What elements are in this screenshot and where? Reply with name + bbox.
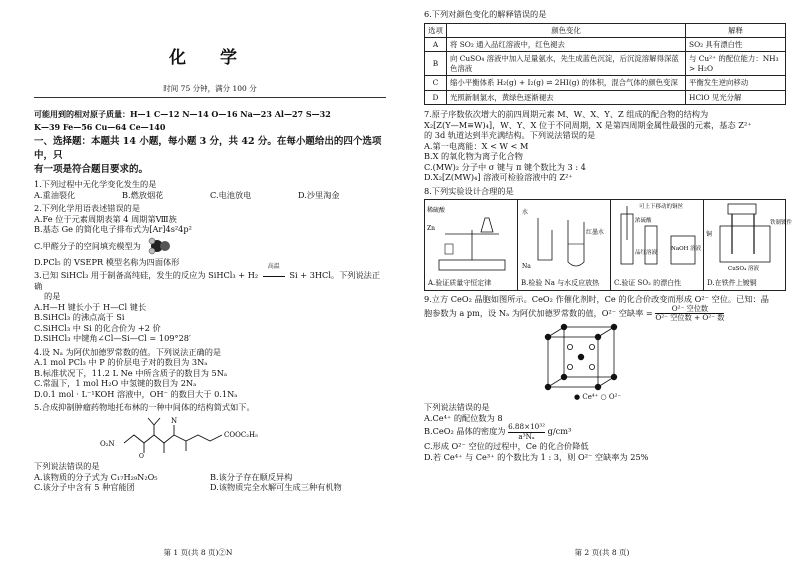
ester-group-label: COOC₂H₅ (224, 430, 258, 439)
stem-line-2-text: 胞参数为 a pm，设 Nₐ 为阿伏加德罗常数的值，O²⁻ 空缺率 = (424, 307, 653, 318)
crystal-figure-wrap (424, 323, 786, 393)
atomic-masses (34, 108, 386, 133)
label-copper: 铜 (706, 231, 713, 239)
balance-apparatus-icon (425, 200, 517, 278)
question-1 (34, 179, 386, 200)
cell-option: D (425, 90, 447, 104)
u-tube-apparatus-icon (518, 200, 610, 278)
question-stem: 2.下列化学用语表述错误的是 (34, 203, 141, 214)
option-c: C.SiHCl₃ 中 Si 的化合价为 +2 价 (34, 322, 161, 333)
divider (34, 97, 386, 98)
label-conc-acid: 浓硫酸 (635, 218, 652, 225)
question-stem: 8.下列实验设计合理的是 (424, 185, 514, 196)
label-iron-part: 铁制镀件 (770, 220, 793, 227)
question-5 (34, 402, 386, 493)
option-b (424, 423, 786, 441)
option-a: A.1 mol PCl₃ 中 P 的价层电子对的数目为 3Nₐ (34, 357, 208, 368)
cell-explanation: 与 Cu²⁺ 的配位能力：NH₃ > H₂O (686, 52, 786, 76)
molecule-structure-figure (94, 413, 294, 459)
figure-c (611, 200, 704, 290)
figure-a (425, 200, 518, 290)
label-magenta: 品红溶液 (635, 250, 658, 257)
option-c: C.(MW)₂ 分子中 σ 键与 π 键个数比为 3 : 4 (424, 161, 586, 172)
option-d: D.0.1 mol · L⁻¹KOH 溶液中，OH⁻ 的数目大于 0.1Nₐ (34, 388, 238, 399)
cell-change: 向 CuSO₄ 溶液中加入足量氨水，先生成蓝色沉淀，后沉淀溶解得深蓝色溶液 (447, 52, 686, 76)
stem-part-3: 的是 (44, 291, 61, 302)
density-unit: g/cm³ (547, 426, 572, 437)
table-row (425, 37, 786, 51)
stem-line-1: 9.立方 CeO₂ 晶胞如图所示。CeO₂ 作催化剂时，Ce 的化合价改变而形成 O²⁻ 空位。已知：晶 (424, 294, 769, 305)
section-instructions (34, 135, 386, 176)
crystal-legend: ● Ce⁴⁺ ○ O²⁻ (574, 393, 622, 402)
page-footer: 第 2 页(共 8 页) (574, 548, 630, 558)
stem-line-1: 7.原子序数依次增大的前四周期元素 M、W、X、Y、Z 组成的配合物的结构为 (424, 109, 709, 120)
label-water: 水 (522, 209, 529, 217)
formaldehyde-model-icon (144, 235, 174, 257)
option-d: D.沙里淘金 (298, 189, 340, 200)
cell-explanation: SO₂ 具有漂白性 (686, 37, 786, 51)
reaction-condition: 高温 (267, 263, 280, 271)
option-c: C.形成 O²⁻ 空位的过程中，Ce 的化合价降低 (424, 441, 589, 452)
vacancy-rate-fraction (655, 305, 724, 323)
header-color-change: 颜色变化 (447, 23, 686, 37)
question-stem: 4.设 Nₐ 为阿伏加德罗常数的值。下列说法正确的是 (34, 346, 222, 357)
cell-change: 将 SO₂ 通入品红溶液中，红色褪去 (447, 37, 686, 51)
options-row (34, 190, 386, 201)
stem-part-2: Si + 3HCl。下列说法正确 (34, 270, 381, 291)
label-sodium: Na (522, 263, 531, 271)
header-explanation: 解释 (686, 23, 786, 37)
left-page (0, 0, 396, 566)
question-stem (34, 263, 386, 291)
right-page (404, 0, 800, 566)
question-stem: 1.下列过程中无化学变化发生的是 (34, 179, 157, 190)
ceo2-unit-cell-icon (542, 323, 624, 393)
question-sub: 下列说法错误的是 (34, 461, 100, 472)
table-row (425, 90, 786, 104)
density-fraction (508, 423, 545, 441)
question-3 (34, 263, 386, 344)
cell-option: B (425, 52, 447, 76)
atomic-masses-line-2: K—39 Fe—56 Cu—64 Ce—140 (34, 121, 166, 132)
question-8 (424, 185, 793, 292)
section-line-2: 有一项是符合题目要求的。 (34, 163, 149, 175)
reaction-arrow (261, 263, 287, 281)
cell-change: 缩小平衡体系 H₂(g) + I₂(g) ⇌ 2HI(g) 的体积，混合气体的颜色变深 (447, 76, 686, 90)
stem-line-3: 的 3d 轨道达到半充满结构。下列说法错误的是 (424, 130, 596, 141)
option-a: A.H—H 键长小于 H—Cl 键长 (34, 301, 147, 312)
option-d: D.PCl₅ 的 VSEPR 模型名称为四面体形 (34, 256, 180, 267)
electroplating-apparatus-icon (704, 200, 796, 278)
option-c-text: C.甲醛分子的空间填充模型为 (34, 240, 141, 251)
cell-option: A (425, 37, 447, 51)
cell-explanation: HClO 见光分解 (686, 90, 786, 104)
figure-b (518, 200, 611, 290)
stem-line-2: X₂[Z(Y—M≡W)₄]，W、Y、X 位于不同周期，X 是第四周期金属性最强的元素，基态 Z²⁺ (424, 119, 752, 130)
question-4 (34, 347, 386, 400)
exam-time-info: 时间 75 分钟，满分 100 分 (163, 83, 257, 93)
color-change-table (424, 23, 786, 106)
option-b: B.X 的氧化物为离子化合物 (424, 151, 523, 162)
question-7 (424, 109, 786, 183)
label-red-ink: 红墨水 (586, 229, 605, 237)
option-b: B.SiHCl₃ 的沸点高于 Si (34, 312, 125, 323)
table-row (425, 76, 786, 90)
option-c: C.电池放电 (210, 189, 252, 200)
caption-a: A.验证质量守恒定律 (428, 279, 492, 288)
atomic-masses-line-1: 可能用到的相对原子质量：H—1 C—12 N—14 O—16 Na—23 Al—27 S—32 (34, 109, 331, 120)
oxygen-label: O (139, 452, 144, 459)
test-tube-apparatus-icon (611, 200, 703, 278)
section-line-1: 一、选择题：本题共 14 小题，每小题 3 分，共 42 分。在每小题给出的四个选项中，只 (34, 136, 382, 161)
option-d: D.SiHCl₃ 中键角∠Cl—Si—Cl = 109°28′ (34, 333, 191, 344)
label-dilute-acid: 稀硫酸 (427, 207, 446, 215)
table-row (425, 52, 786, 76)
option-c: C.常温下，1 mol H₂O 中氢键的数目为 2Nₐ (34, 378, 197, 389)
density-denominator: a³Nₐ (518, 431, 535, 441)
options-row-1 (34, 472, 386, 483)
option-a: A.重油裂化 (34, 189, 76, 200)
option-a: A.Ce⁴⁺ 的配位数为 8 (424, 412, 503, 423)
fraction-numerator: O²⁻ 空位数 (655, 305, 724, 315)
option-b: B.基态 Ge 的简化电子排布式为[Ar]4s²4p² (34, 224, 192, 235)
page-footer: 第 1 页(共 8 页)②N (163, 548, 233, 558)
cell-change: 光照新制氯水，黄绿色逐渐褪去 (447, 90, 686, 104)
cell-option: C (425, 76, 447, 90)
option-a: A.该物质的分子式为 C₁₇H₂₉N₂O₅ (34, 471, 158, 482)
option-d: D.若 Ce⁴⁺ 与 Ce³⁺ 的个数比为 1 : 3，则 O²⁻ 空缺率为 25% (424, 451, 649, 462)
option-a: A.第一电离能：X < W < M (424, 140, 529, 151)
nitrogen-label: N (171, 416, 178, 425)
caption-d: D.在铁件上镀铜 (707, 279, 757, 288)
option-a: A.Fe 位于元素周期表第 4 周期第Ⅷ族 (34, 213, 177, 224)
header-option: 选项 (425, 23, 447, 37)
figure-d (704, 200, 796, 290)
option-b-text: B.CeO₂ 晶体的密度为 (424, 426, 506, 437)
fraction-denominator: O²⁻ 空位数 + O²⁻ 数 (655, 313, 725, 323)
stem-part-1: 3.已知 SiHCl₃ 用于制备高纯硅，发生的反应为 SiHCl₃ + H₂ (34, 270, 259, 281)
density-numerator: 6.88×10³² (508, 422, 545, 432)
option-b: B.该分子存在顺反异构 (210, 471, 293, 482)
option-c: C.该分子中含有 5 种官能团 (34, 482, 135, 493)
options-row-2 (34, 482, 386, 493)
label-cuso4: CuSO₄ 溶液 (728, 266, 759, 273)
question-2 (34, 203, 386, 267)
label-naoh: NaOH 溶液 (671, 246, 702, 253)
nitro-group-label: O₂N (100, 439, 115, 448)
question-6 (424, 9, 786, 105)
caption-b: B.检验 Na 与水反应放热 (521, 279, 600, 288)
arrow-line (263, 276, 285, 277)
stem-line-2 (424, 305, 786, 323)
option-c (34, 235, 386, 257)
caption-c: C.验证 SO₂ 的漂白性 (614, 279, 682, 288)
label-zinc: Zn (427, 225, 436, 233)
option-b: B.标准状况下，11.2 L Ne 中所含质子的数目为 5Nₐ (34, 367, 228, 378)
question-stem: 6.下列对颜色变化的解释错误的是 (424, 9, 547, 19)
experiment-figures (424, 199, 793, 291)
label-copper-wire: 可上下移动的铜丝 (639, 204, 684, 211)
cell-explanation: 平衡发生逆向移动 (686, 76, 786, 90)
option-d: D.该物质完全水解可生成三种有机物 (210, 482, 342, 493)
question-stem: 5.合成抑制肿瘤药物地托布林的一种中间体的结构简式如下。 (34, 402, 255, 413)
option-b: B.燃放烟花 (122, 189, 164, 200)
page-title: 化 学 (169, 48, 251, 68)
question-sub: 下列说法错误的是 (424, 402, 490, 413)
table-header-row (425, 23, 786, 37)
question-9 (424, 294, 786, 462)
option-d: D.X₂[Z(MW)₄] 溶液可检验溶液中的 Z²⁺ (424, 172, 573, 183)
